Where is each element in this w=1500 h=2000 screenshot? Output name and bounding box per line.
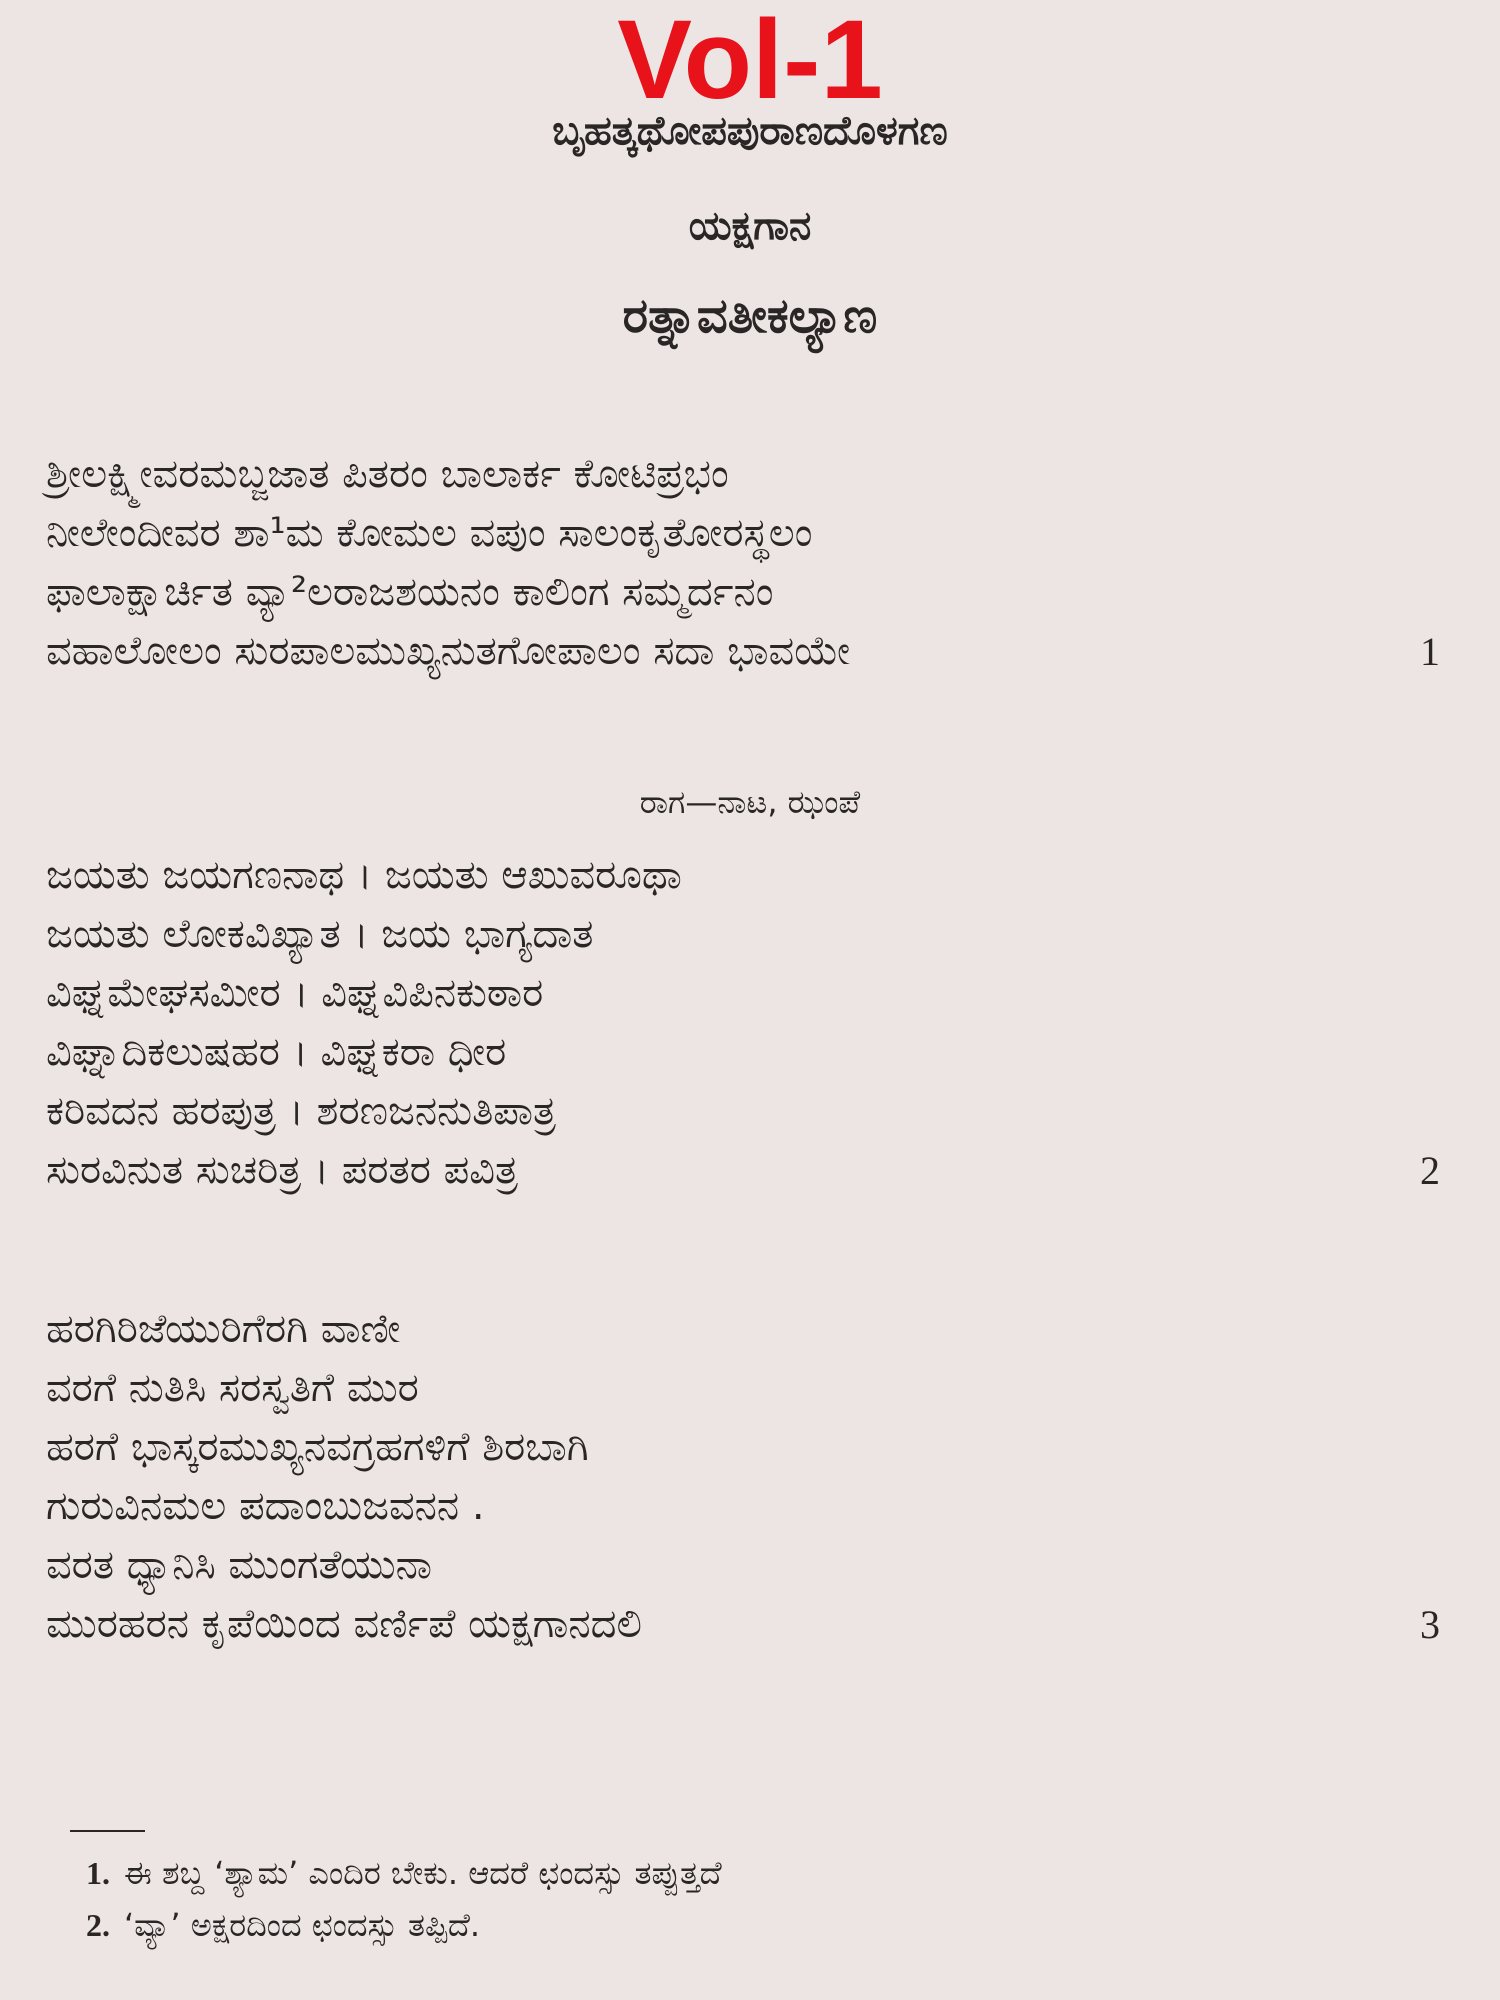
footnote-2 (86, 1900, 480, 1950)
footnote-number: 1. (86, 1855, 110, 1891)
verse-line: ಸುರವಿನುತ ಸುಚರಿತ್ರ । ಪರತರ ಪವಿತ್ರ (46, 1147, 518, 1193)
verse-line: ವರತ ಧ್ಯಾನಿಸಿ ಮುಂಗತೆಯುನಾ (46, 1542, 432, 1588)
verse-2 (46, 846, 1446, 1200)
verse-line: ಹರಗೆ ಭಾಸ್ಕರಮುಖ್ಯನವಗ್ರಹಗಳಿಗೆ ಶಿರಬಾಗಿ (46, 1424, 589, 1470)
verse-line: ವಿಘ್ನಾದಿಕಲುಷಹರ । ವಿಘ್ನಕರಾ ಧೀರ (46, 1029, 507, 1075)
verse-number: 2 (1420, 1148, 1440, 1193)
verse-1 (46, 445, 1446, 681)
verse-line: ಜಯತು ಜಯಗಣನಾಥ । ಜಯತು ಆಖುವರೂಥಾ (46, 852, 682, 898)
verse-line: ವಹಾಲೋಲಂ ಸುರಪಾಲಮುಖ್ಯನುತಗೋಪಾಲಂ ಸದಾ ಭಾವಯೇ (46, 628, 851, 674)
verse-number: 1 (1420, 629, 1440, 674)
footnote-text: ಈ ಶಬ್ದ ‘ಶ್ಯಾಮ’ ಎಂದಿರ ಬೇಕು. ಆದರೆ ಛಂದಸ್ಸು ತಪ್ಪುತ್ತದೆ (124, 1854, 722, 1892)
verse-line: ಕರಿವದನ ಹರಪುತ್ರ । ಶರಣಜನನುತಿಪಾತ್ರ (46, 1088, 556, 1134)
verse-line: ಶ್ರೀಲಕ್ಷ್ಮೀವರಮಬ್ಜಜಾತ ಪಿತರಂ ಬಾಲಾರ್ಕ ಕೋಟಿಪ್ರಭಂ (46, 451, 729, 497)
footnote-text: ‘ವ್ಯಾ’ ಅಕ್ಷರದಿಂದ ಛಂದಸ್ಸು ತಪ್ಪಿದೆ. (124, 1906, 481, 1944)
page-title: ರತ್ನಾವತೀಕಲ್ಯಾಣ (622, 288, 878, 344)
verse-line: ವರಗೆ ನುತಿಸಿ ಸರಸ್ವತಿಗೆ ಮುರ (46, 1365, 419, 1411)
verse-line: ವಿಘ್ನಮೇಘಸಮೀರ । ವಿಘ್ನವಿಪಿನಕುಠಾರ (46, 970, 544, 1016)
verse-line: ಜಯತು ಲೋಕವಿಖ್ಯಾತ । ಜಯ ಭಾಗ್ಯದಾತ (46, 911, 594, 957)
verse-line: ಫಾಲಾಕ್ಷಾರ್ಚಿತ ವ್ಯಾ²ಲರಾಜಶಯನಂ ಕಾಲಿಂಗ ಸಮ್ಮರ್ದನಂ (46, 569, 774, 615)
footnote-1 (86, 1848, 722, 1898)
raga-heading: ರಾಗ—ನಾಟ, ಝಂಪೆ (639, 783, 861, 821)
verse-3 (46, 1300, 1446, 1654)
verse-line: ನೀಲೇಂದೀವರ ಶಾ¹ಮ ಕೋಮಲ ವಪುಂ ಸಾಲಂಕೃತೋರಸ್ಥಲಂ (46, 510, 813, 556)
header-line-1: ಬೃಹತ್ಕಥೋಪಪುರಾಣದೊಳಗಣ (552, 108, 948, 154)
volume-label: Vol-1 (617, 0, 883, 122)
verse-line: ಹರಗಿರಿಜೆಯುರಿಗೆರಗಿ ವಾಣೀ (46, 1306, 401, 1352)
footnote-number: 2. (86, 1907, 110, 1943)
header-line-2: ಯಕ್ಷಗಾನ (688, 203, 812, 249)
verse-line: ಗುರುವಿನಮಲ ಪದಾಂಬುಜವನನ . (46, 1483, 485, 1529)
verse-number: 3 (1420, 1602, 1440, 1647)
footnote-rule (70, 1830, 145, 1832)
verse-line: ಮುರಹರನ ಕೃಪೆಯಿಂದ ವರ್ಣಿಪೆ ಯಕ್ಷಗಾನದಲಿ (46, 1601, 642, 1647)
